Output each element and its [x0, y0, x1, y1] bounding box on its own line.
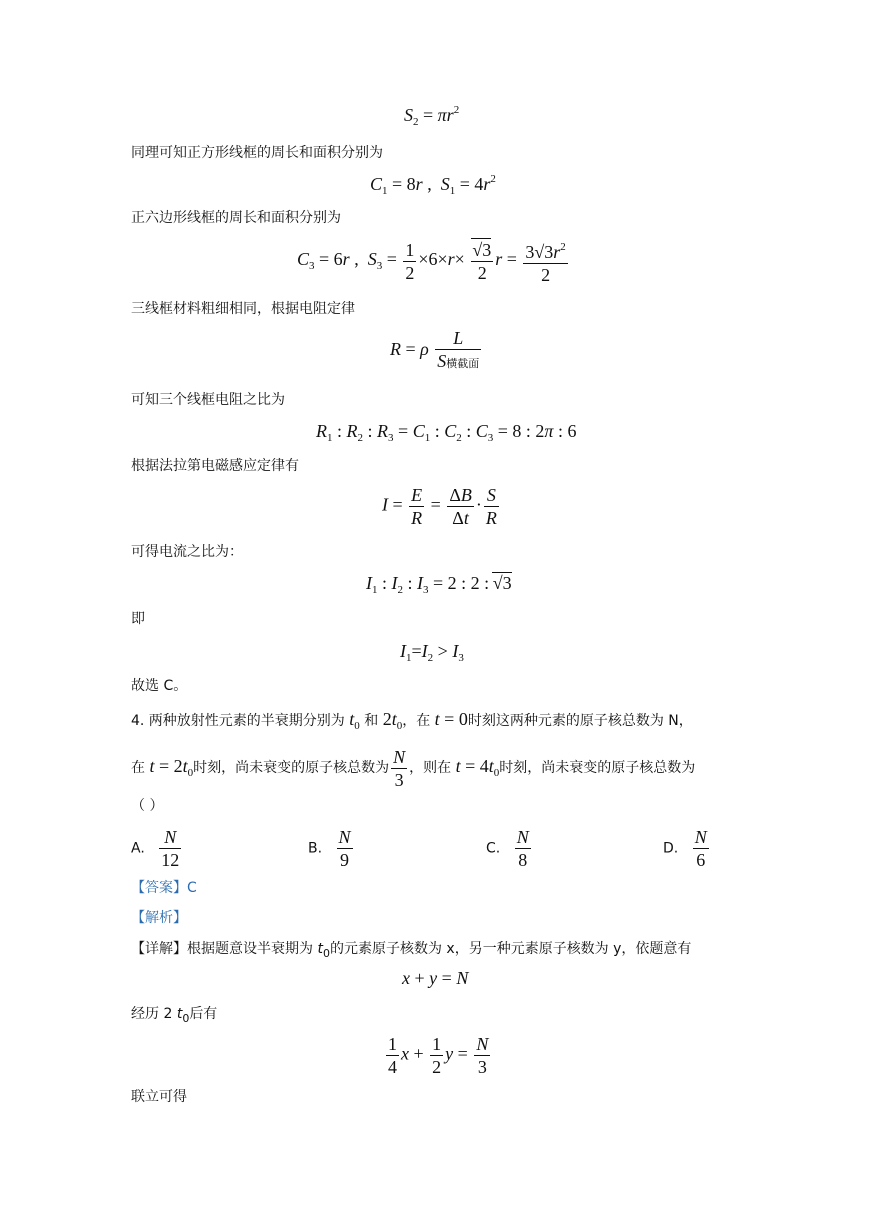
- question-4-paren: （ ）: [131, 798, 164, 814]
- answer-label: 【答案】C: [131, 880, 197, 896]
- equation-resistance: R = ρ $\frac{L}{\text{S横截面}}$: [390, 328, 480, 371]
- analysis-label: 【解析】: [131, 910, 187, 926]
- detail-line: 【详解】根据题意设半衰期为 $t_0$的元素原子核数为 x，另一种元素原子核数为 y，依题意有: [131, 941, 692, 960]
- option-d-label: D.: [663, 840, 679, 857]
- question-4-line-2: 在 $t = 2t_0$时刻，尚未衰变的原子核总数为 $\frac{N}{3}$ ，则在 $t = 4t_0$时刻，尚未衰变的原子核总数为: [131, 746, 696, 790]
- option-a-label: A.: [131, 840, 145, 857]
- after-line: 经历 2 $t_0$后有: [131, 1006, 218, 1025]
- text-line-1: 同理可知正方形线框的周长和面积分别为: [131, 145, 383, 161]
- question-4-line-1: 4. 两种放射性元素的半衰期分别为 $t_0$ 和 $2t_0$，在 t = 0时刻这两种元素的原子核总数为 N，: [131, 709, 693, 732]
- equation-current: I = $\frac{E}{R}$ = $\frac{\Delta B}{\Delta t}$ · $\frac{S}{R}$: [382, 485, 497, 528]
- equation-c3-s3: $C_3 = 6r$ , $S_3$ = $\frac{1}{2}$ ×6×r× $\frac{√3}{2}$ r = $\frac{3√3r^2}{2}$: [297, 236, 570, 286]
- combine-line: 联立可得: [131, 1089, 187, 1105]
- option-c[interactable]: C. $\frac{N}{8}$: [486, 827, 529, 870]
- text-line-6: 可得电流之比为：: [131, 544, 243, 560]
- equation-decay: $\frac{1}{4}$ x + $\frac{1}{2}$ y = $\frac{N}{3}$: [388, 1034, 489, 1077]
- equation-s2: $S_2 = \pi r^2$: [404, 104, 460, 128]
- option-c-label: C.: [486, 840, 501, 857]
- text-line-5: 根据法拉第电磁感应定律有: [131, 458, 299, 474]
- equation-c1-s1: $C_1 = 8r$ , $S_1 = 4r^2$: [370, 173, 496, 197]
- equation-current-ratio: $I_1$ : $I_2$ : $I_3 = 2$ : 2 : √3: [366, 573, 512, 596]
- option-d[interactable]: D. $\frac{N}{6}$: [663, 827, 707, 870]
- option-a[interactable]: A. $\frac{N}{12}$: [131, 827, 180, 870]
- text-line-8: 故选 C。: [131, 678, 188, 694]
- text-line-4: 可知三个线框电阻之比为: [131, 392, 285, 408]
- text-line-3: 三线框材料粗细相同，根据电阻定律: [131, 301, 355, 317]
- option-b-label: B.: [308, 840, 323, 857]
- equation-current-compare: $I_1=I_2 > I_3$: [400, 641, 464, 664]
- equation-sum: x + y = N: [402, 968, 469, 988]
- text-line-2: 正六边形线框的周长和面积分别为: [131, 210, 341, 226]
- equation-resistance-ratio: $R_1$ : $R_2$ : $R_3 = C_1$ : $C_2$ : $C_3 = 8$ : 2π : 6: [316, 421, 577, 444]
- option-b[interactable]: B. $\frac{N}{9}$: [308, 827, 351, 870]
- text-line-7: 即: [131, 611, 145, 627]
